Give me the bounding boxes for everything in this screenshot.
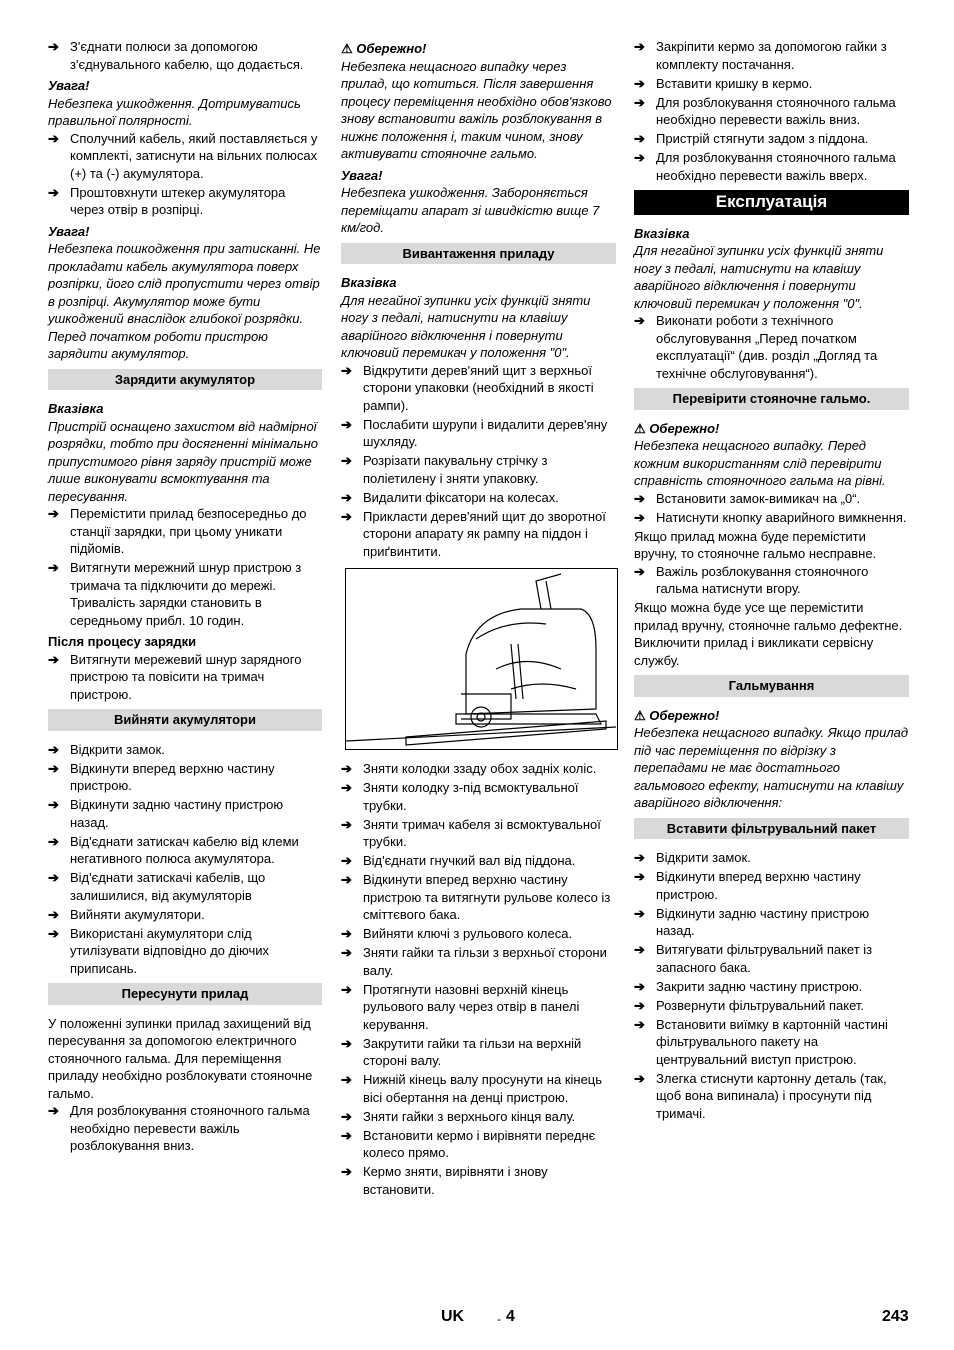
- list-item: ➔ Злегка стиснути картонну деталь (так, щоб вона випинала) і просунути під тримачі.: [634, 1070, 887, 1121]
- arrow-right-icon: ➔: [48, 130, 59, 146]
- arrow-right-icon: ➔: [634, 563, 645, 579]
- list-item: ➔ Вийняти акумулятори.: [48, 906, 205, 922]
- list-item: ➔ Важіль розблокування стояночного гальма натиснути вгору.: [634, 563, 869, 596]
- arrow-right-icon: ➔: [341, 489, 352, 505]
- list-item: ➔ Сполучний кабель, який поставляється у комплекті, затиснути на вільних полюсах (+) та (-) акумулятора.: [48, 130, 318, 181]
- arrow-right-icon: ➔: [634, 978, 645, 994]
- arrow-right-icon: ➔: [341, 1035, 352, 1051]
- section-heading: Вставити фільтрувальний пакет: [634, 818, 909, 840]
- scrubber-drier-drawing: [346, 569, 617, 749]
- attention-title: Увага!: [341, 167, 383, 183]
- arrow-right-icon: ➔: [48, 760, 59, 776]
- paragraph: Якщо можна буде усе ще перемістити прилад вручну, стояночне гальмо дефектне. Виключити прилад і викликати сервісну службу.: [634, 600, 903, 668]
- caution-text: Небезпека нещасного випадку. Якщо прилад під час переміщення по відрізку з перепадами не має достатнього гальмового ефекту, натиснути на клавішу аварійного відключення:: [634, 725, 909, 810]
- list-item: ➔ Для розблокування стояночного гальма необхідно перевести важіль вниз.: [634, 94, 896, 127]
- note-title: Вказівка: [634, 225, 690, 241]
- paragraph: У положенні зупинки прилад захищений від пересування за допомогою електричного стояночного гальма. Для переміщення приладу необхідно розблокувати стояночне гальмо.: [48, 1015, 313, 1101]
- arrow-right-icon: ➔: [634, 942, 645, 957]
- list-item: ➔ Зняти колодки ззаду обох задніх коліс.: [341, 761, 597, 776]
- list-item: ➔ Від'єднати затискач кабелю від клеми негативного полюса акумулятора.: [48, 833, 299, 866]
- arrow-right-icon: ➔: [341, 1164, 352, 1179]
- list-item: ➔ Відкрити замок.: [634, 850, 751, 865]
- note-title: Вказівка: [341, 275, 397, 290]
- subheading: Після процесу зарядки: [48, 634, 197, 649]
- list-item: ➔ Виконати роботи з технічного обслуговування „Перед початком експлуатації“ (див. розділ „Догляд та технічне обслуговування“).: [634, 313, 878, 381]
- arrow-right-icon: ➔: [341, 780, 352, 795]
- arrow-right-icon: ➔: [634, 94, 645, 110]
- arrow-right-icon: ➔: [341, 872, 352, 887]
- note-title: Вказівка: [48, 401, 104, 416]
- list-item: ➔ Встановити виїмку в картонній частині фільтрувального пакету на центрувальний виступ пристрою.: [634, 1016, 888, 1067]
- section-heading: Гальмування: [634, 675, 909, 697]
- list-item: ➔ Встановити замок-вимикач на „0“.: [634, 490, 861, 506]
- attention-title: Увага!: [48, 223, 90, 239]
- list-item: ➔ Встановити кермо і вирівняти переднє колесо прямо.: [341, 1127, 596, 1160]
- arrow-right-icon: ➔: [341, 416, 352, 432]
- arrow-right-icon: ➔: [341, 853, 352, 868]
- paragraph: Якщо прилад можна буде перемістити вручну, то стояночне гальмо несправне.: [634, 528, 877, 561]
- arrow-right-icon: ➔: [48, 651, 59, 667]
- arrow-right-icon: ➔: [341, 816, 352, 832]
- arrow-right-icon: ➔: [634, 1016, 645, 1032]
- arrow-right-icon: ➔: [341, 508, 352, 524]
- list-item: ➔ Відкрутити дерев'яний щит з верхньої сторони упаковки (необхідний в якості рампи).: [341, 362, 594, 413]
- arrow-right-icon: ➔: [341, 1072, 352, 1087]
- section-heading: Зарядити акумулятор: [48, 369, 322, 391]
- list-item: ➔ Відкинути вперед верхню частину пристрою та витягнути рульове колесо із сміттєвого бака.: [341, 872, 611, 922]
- list-item: ➔ Зняти тримач кабеля зі всмоктувальної трубки.: [341, 816, 601, 849]
- arrow-right-icon: ➔: [634, 997, 645, 1013]
- arrow-right-icon: ➔: [48, 560, 59, 575]
- arrow-right-icon: ➔: [634, 150, 645, 165]
- list-item: ➔ Перемістити прилад безпосередньо до станції зарядки, при цьому уникати підйомів.: [48, 506, 307, 556]
- list-item: ➔ Для розблокування стояночного гальма необхідно перевести важіль вверх.: [634, 150, 896, 183]
- arrow-right-icon: ➔: [48, 741, 59, 757]
- list-item: ➔ Видалити фіксатори на колесах.: [341, 489, 559, 505]
- caution-title: ⚠ Обережно!: [634, 707, 720, 723]
- arrow-right-icon: ➔: [48, 184, 59, 200]
- list-item: ➔ Закрити задню частину пристрою.: [634, 978, 863, 994]
- section-heading: Перевірити стояночне гальмо.: [634, 388, 909, 410]
- warning-triangle-icon: ⚠: [341, 41, 353, 56]
- list-item: ➔ Розрізати пакувальну стрічку з поліетилену і зняти упаковку.: [341, 453, 548, 486]
- list-item: ➔ Від'єднати гнучкий вал від піддона.: [341, 853, 576, 868]
- list-item: ➔ Витягнути мережний шнур пристрою з тримача та підключити до мережі. Тривалість зарядки становить в середньому прибл. 10 годин.: [48, 560, 302, 628]
- arrow-right-icon: ➔: [48, 39, 59, 54]
- column-3: [634, 38, 909, 1124]
- list-item: ➔ Пристрій стягнути задом з піддона.: [634, 131, 869, 146]
- arrow-right-icon: ➔: [634, 313, 645, 328]
- machine-unloading-illustration: [345, 568, 618, 750]
- section-heading: Пересунути прилад: [48, 983, 322, 1005]
- arrow-right-icon: ➔: [634, 39, 645, 54]
- arrow-right-icon: ➔: [341, 1108, 352, 1124]
- list-item: ➔ Відкинути задню частину пристрою назад.: [634, 905, 870, 938]
- list-item: ➔ Розвернути фільтрувальний пакет.: [634, 997, 865, 1013]
- warning-triangle-icon: ⚠: [634, 420, 646, 436]
- arrow-right-icon: ➔: [634, 509, 645, 525]
- arrow-right-icon: ➔: [48, 797, 59, 812]
- page-number: 243: [882, 1308, 909, 1325]
- list-item: ➔ З'єднати полюси за допомогою з'єднувального кабелю, що додається.: [48, 39, 304, 72]
- list-item: ➔ Відкинути вперед верхню частину пристрою.: [634, 869, 861, 902]
- list-item: ➔ Закрутити гайки та гільзи на верхній стороні валу.: [341, 1035, 582, 1068]
- arrow-right-icon: ➔: [341, 926, 352, 941]
- caution-text: Небезпека нещасного випадку через прилад, що котиться. Після завершення процесу переміщення необхідно обов'язково знову встановити важіль розблокування в нижнє положення і, таким чином, знову активувати стояночне гальмо.: [341, 58, 612, 161]
- arrow-right-icon: ➔: [634, 850, 645, 865]
- arrow-right-icon: ➔: [341, 453, 352, 468]
- list-item: ➔ Відкрити замок.: [48, 741, 165, 757]
- note-text: Для негайної зупинки усіх функцій зняти ногу з педалі, натиснути на клавішу аварійного відключення і повернути ключовий перемикач у положення "0".: [634, 243, 884, 311]
- arrow-right-icon: ➔: [634, 905, 645, 921]
- arrow-right-icon: ➔: [341, 981, 352, 997]
- warning-triangle-icon: ⚠: [634, 707, 646, 723]
- section-heading: Вийняти акумулятори: [48, 709, 322, 731]
- list-item: ➔ Від'єднати затискачі кабелів, що залишилися, від акумуляторів: [48, 870, 266, 903]
- arrow-right-icon: ➔: [48, 906, 59, 922]
- arrow-right-icon: ➔: [634, 869, 645, 884]
- section-heading: Вивантаження приладу: [341, 243, 616, 265]
- list-item: ➔ Відкинути задню частину пристрою назад.: [48, 797, 284, 830]
- note-text: Пристрій оснащено захистом від надмірної розрядки, тобто при досягненні мінімально припустимого рівня заряду пристрій може лише виконувати всмоктування та пересування.: [48, 418, 318, 504]
- arrow-right-icon: ➔: [634, 75, 645, 91]
- list-item: ➔ Послабити шурупи і видалити дерев'яну шухляду.: [341, 416, 608, 449]
- list-item: ➔ Вставити кришку в кермо.: [634, 75, 813, 91]
- list-item: ➔ Вийняти ключі з рульового колеса.: [341, 926, 573, 941]
- arrow-right-icon: ➔: [634, 490, 645, 506]
- footer-language: UK: [441, 1308, 465, 1325]
- arrow-right-icon: ➔: [48, 833, 59, 849]
- attention-text: Небезпека ушкодження. Дотримуватись правильної полярності.: [48, 95, 301, 128]
- list-item: ➔ Натиснути кнопку аварийного вимкнення.: [634, 509, 907, 525]
- arrow-right-icon: ➔: [48, 1103, 59, 1118]
- list-item: ➔ Зняти гайки та гільзи з верхньої сторони валу.: [341, 945, 607, 978]
- attention-text: Небезпека ушкодження. Забороняється переміщати апарат зі швидкістю вище 7 км/год.: [341, 185, 600, 235]
- arrow-right-icon: ➔: [341, 945, 352, 960]
- caution-title: ⚠ Обережно!: [341, 41, 427, 56]
- list-item: ➔ Використані акумулятори слід утилізувати відповідно до діючих приписань.: [48, 925, 269, 976]
- footer-dash: -: [497, 1312, 501, 1326]
- list-item: ➔ Прикласти дерев'яний щит до зворотної сторони апарату як рампу на піддон і приґвинтити.: [341, 508, 606, 559]
- arrow-right-icon: ➔: [48, 925, 59, 941]
- list-item: ➔ Зняти колодку з-під всмоктувальної трубки.: [341, 780, 579, 813]
- column-1: [48, 38, 322, 1156]
- arrow-right-icon: ➔: [341, 362, 352, 378]
- list-item: ➔ Проштовхнути штекер акумулятора через отвір в розпірці.: [48, 184, 286, 217]
- list-item: ➔ Кермо зняти, вирівняти і знову встановити.: [341, 1164, 548, 1197]
- attention-title: Увага!: [48, 78, 90, 93]
- list-item: ➔ Для розблокування стояночного гальма необхідно перевести важіль розблокування вниз.: [48, 1103, 310, 1153]
- attention-text: Небезпека пошкодження при затисканні. Не прокладати кабель акумулятора поверх розпірки, його слід пропустити через отвір в розпірці. Акумулятор може бути ушкоджений внаслідок глибокої розрядки. Перед початком роботи пристрою зарядити акумулятор.: [48, 241, 321, 361]
- list-item: ➔ Відкинути вперед верхню частину пристрою.: [48, 760, 275, 793]
- arrow-right-icon: ➔: [48, 870, 59, 885]
- arrow-right-icon: ➔: [48, 506, 59, 521]
- list-item: ➔ Закріпити кермо за допомогою гайки з комплекту постачання.: [634, 39, 887, 72]
- column-2: [341, 38, 616, 1200]
- note-text: Для негайної зупинки усіх функцій зняти ногу з педалі, натиснути на клавішу аварійного відключення і повернути ключовий перемикач у положення "0".: [341, 292, 591, 360]
- arrow-right-icon: ➔: [341, 1127, 352, 1143]
- caution-text: Небезпека нещасного випадку. Перед кожним використанням слід перевірити справність стояночного гальма на рівні.: [634, 438, 886, 488]
- arrow-right-icon: ➔: [634, 1070, 645, 1086]
- list-item: ➔ Протягнути назовні верхній кінець рульового валу через отвір в панелі керування.: [341, 981, 580, 1032]
- list-item: ➔ Нижній кінець валу просунути на кінець вісі обертання на денці пристрою.: [341, 1072, 603, 1105]
- list-item: ➔ Зняти гайки з верхнього кінця валу.: [341, 1108, 576, 1124]
- footer-subpage: 4: [506, 1308, 515, 1325]
- list-item: ➔ Витягнути мережевий шнур зарядного пристрою та повісити на тримач пристрою.: [48, 651, 302, 702]
- caution-title: ⚠ Обережно!: [634, 420, 720, 436]
- arrow-right-icon: ➔: [341, 761, 352, 776]
- list-item: ➔ Витягувати фільтрувальний пакет із запасного бака.: [634, 942, 873, 975]
- arrow-right-icon: ➔: [634, 131, 645, 146]
- chapter-heading: Експлуатація: [634, 190, 909, 215]
